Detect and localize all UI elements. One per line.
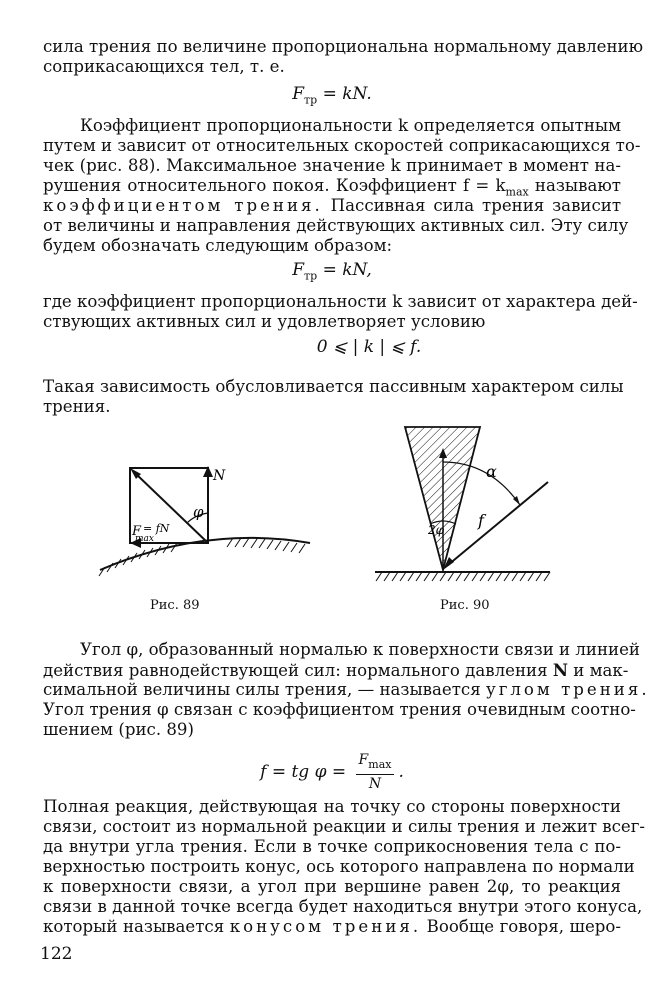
text-line: связи в данной точке всегда будет находиться внутри этого конуса, — [43, 897, 643, 916]
fraction: $\frac{F_{max}}{N}$ — [356, 752, 395, 793]
figure-89 — [95, 455, 315, 580]
caption-figure-89: Рис. 89 — [150, 598, 200, 613]
label-alpha: α — [486, 462, 497, 481]
text-line: Угол трения φ связан с коэффициентом трения очевидным соотно- — [43, 700, 636, 719]
formula-friction-force: $F_{тр}$ = kN. — [292, 84, 372, 107]
formula-tan-phi: f = tg φ = $\frac{F_{max}}{N}$ . — [260, 752, 404, 792]
text-line: который называется конусом трения. Вообще говоря, шеро- — [43, 917, 621, 936]
text-line: верхностью построить конус, ось которого направлена по нормали — [43, 857, 635, 876]
text-line: трения. — [43, 397, 111, 416]
text-line: будем обозначать следующим образом: — [43, 236, 393, 255]
label-2phi: 2φ — [428, 523, 445, 537]
label-f: f — [478, 511, 484, 530]
text-line: путем и зависит от относительных скоростей соприкасающихся то- — [43, 136, 641, 155]
formula-k-condition: 0 ⩽ | k | ⩽ f. — [316, 337, 422, 357]
text-line: чек (рис. 88). Максимальное значение k принимает в момент на- — [43, 156, 621, 175]
text-line: Такая зависимость обусловливается пассивным характером силы — [43, 377, 624, 396]
text-line: от величины и направления действующих активных сил. Эту силу — [43, 216, 629, 235]
text-line: коэффициентом трения. Пассивная сила трения зависит — [43, 196, 622, 215]
text-line: Коэффициент пропорциональности k определяется опытным — [80, 116, 621, 135]
label-fN: = fN — [143, 522, 170, 535]
page-number: 122 — [40, 944, 73, 964]
figure-90 — [370, 422, 560, 587]
label-F: F — [132, 524, 142, 539]
caption-figure-90: Рис. 90 — [440, 598, 490, 613]
text-line: Полная реакция, действующая на точку со стороны поверхности — [43, 797, 621, 816]
text-line: действия равнодействующей сил: нормального давления N и мак- — [43, 660, 629, 680]
text-line: симальной величины силы трения, — называется углом трения. — [43, 680, 650, 699]
text-line: да внутри угла трения. Если в точке соприкосновения тела с по- — [43, 837, 621, 856]
text-line: где коэффициент пропорциональности k зависит от характера дей- — [43, 292, 638, 311]
text-line: ствующих активных сил и удовлетворяет условию — [43, 312, 486, 331]
label-F-sub: max — [135, 534, 154, 544]
text-line: рушения относительного покоя. Коэффициент $f = k_{max}$ называют — [43, 176, 621, 199]
text-line: Угол φ, образованный нормалью к поверхности связи и линией — [80, 640, 640, 659]
text-line: шением (рис. 89) — [43, 720, 194, 739]
text-line: сила трения по величине пропорциональна нормальному давлению — [43, 37, 644, 56]
term-friction-cone: конусом трения. — [229, 917, 422, 936]
text-line: к поверхности связи, а угол при вершине равен 2φ, то реакция — [43, 877, 621, 896]
ground-hatching — [376, 572, 550, 581]
text-line: соприкасающихся тел, т. е. — [43, 57, 285, 76]
term-friction-coefficient: коэффициентом трения. — [43, 196, 323, 215]
label-phi: φ — [193, 503, 204, 521]
label-N: N — [213, 468, 226, 484]
term-friction-angle: углом трения. — [485, 680, 650, 699]
text-line: связи, состоит из нормальной реакции и силы трения и лежит всег- — [43, 817, 646, 836]
formula-friction-force-k: $F_{тр}$ = kN, — [292, 260, 372, 283]
